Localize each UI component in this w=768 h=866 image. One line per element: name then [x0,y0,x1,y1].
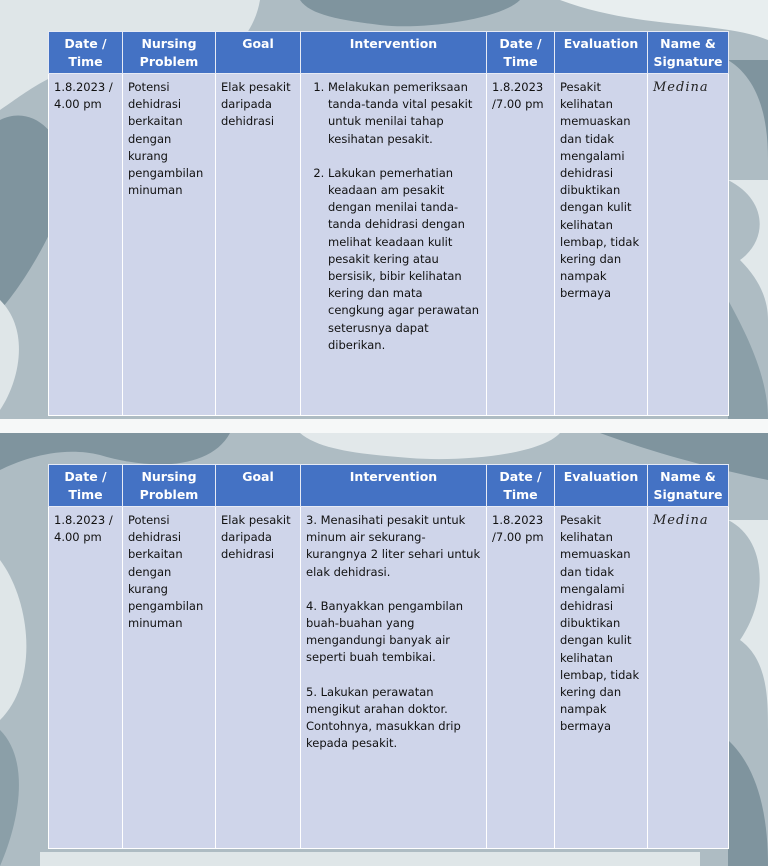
cell-eval-date-time: 1.8.2023 /7.00 pm [487,74,555,416]
cell-goal: Elak pesakit daripada dehidrasi [216,74,301,416]
care-plan-table-2 [48,464,729,849]
cell-goal: Elak pesakit daripada dehidrasi [216,507,301,849]
table-header-row [49,32,729,74]
cell-date-time: 1.8.2023 / 4.00 pm [49,507,123,849]
header-goal: Goal [216,465,301,507]
header-date-time: Date / Time [49,465,123,507]
intervention-list [306,79,481,354]
header-nursing-problem: Nursing Problem [123,32,216,74]
cell-eval-date-time: 1.8.2023 /7.00 pm [487,507,555,849]
cell-nursing-problem: Potensi dehidrasi berkaitan dengan kurang pengambilan minuman [123,74,216,416]
table-row [49,507,729,849]
cell-intervention [301,74,487,416]
cell-nursing-problem: Potensi dehidrasi berkaitan dengan kurang pengambilan minuman [123,507,216,849]
section-divider [0,419,768,433]
intervention-item: 3. Menasihati pesakit untuk minum air sekurang-kurangnya 2 liter sehari untuk elak dehidrasi. [306,513,481,579]
header-eval-date-time: Date / Time [487,465,555,507]
header-nursing-problem: Nursing Problem [123,465,216,507]
header-name-signature: Name & Signature [648,465,729,507]
header-intervention: Intervention [301,32,487,74]
signature: Medina [653,513,709,528]
header-evaluation: Evaluation [555,465,648,507]
header-goal: Goal [216,32,301,74]
intervention-item: 4. Banyakkan pengambilan buah-buahan yang mengandungi banyak air seperti buah tembikai. [306,598,464,665]
header-name-signature: Name & Signature [648,32,729,74]
cell-date-time: 1.8.2023 / 4.00 pm [49,74,123,416]
signature: Medina [653,80,709,95]
cell-evaluation: Pesakit kelihatan memuaskan dan tidak mengalami dehidrasi dibuktikan dengan kulit kelihatan lembap, tidak kering dan nampak bermaya [555,74,648,416]
intervention-item: 2. Lakukan pemerhatian keadaan am pesakit dengan menilai tanda-tanda dehidrasi dengan melihat keadaan kulit pesakit kering atau bersisik, bibir kelihatan kering dan mata cengkung agar perawatan seterusnya dapat diberikan. [328,165,481,354]
header-evaluation: Evaluation [555,32,648,74]
cell-signature [648,74,729,416]
header-date-time: Date / Time [49,32,123,74]
care-plan-table-1 [48,31,729,416]
intervention-item: 5. Lakukan perawatan mengikut arahan doktor. Contohnya, masukkan drip kepada pesakit. [306,684,461,751]
table-row [49,74,729,416]
cell-signature [648,507,729,849]
header-eval-date-time: Date / Time [487,32,555,74]
table-header-row [49,465,729,507]
intervention-item: 1. Melakukan pemeriksaan tanda-tanda vital pesakit untuk menilai tahap kesihatan pesakit. [328,79,481,148]
cell-intervention [301,507,487,849]
cell-evaluation: Pesakit kelihatan memuaskan dan tidak mengalami dehidrasi dibuktikan dengan kulit kelihatan lembap, tidak kering dan nampak bermaya [555,507,648,849]
header-intervention: Intervention [301,465,487,507]
